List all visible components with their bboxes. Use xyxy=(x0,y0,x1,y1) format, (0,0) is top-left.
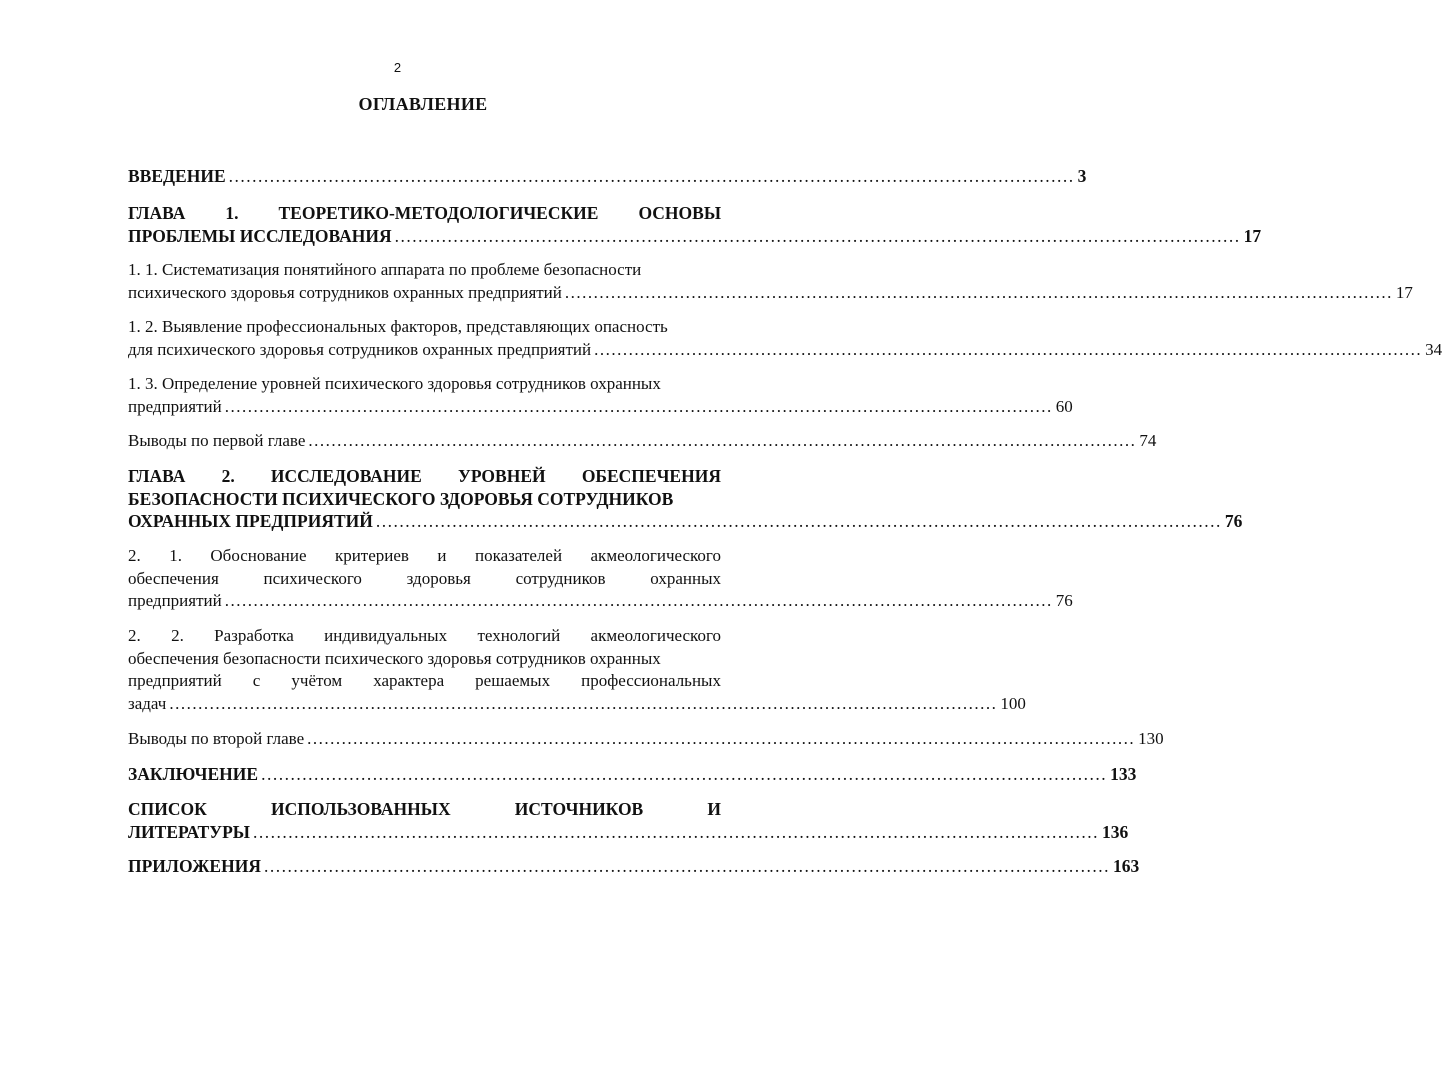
toc-word: критериев xyxy=(334,546,409,565)
toc-word: психического xyxy=(263,568,362,588)
toc-entry-line: 1. 1. Систематизация понятийного аппарата по проблеме безопасности xyxy=(128,260,642,279)
toc-page-number: 3 xyxy=(1077,166,1087,186)
toc-entry-title: ПРОБЛЕМЫ ИССЛЕДОВАНИЯ xyxy=(128,225,392,246)
toc-word: показателей xyxy=(474,546,563,565)
page-number: 2 xyxy=(393,60,402,75)
toc-entry-section-1-3[interactable] xyxy=(128,373,1073,418)
toc-word: ОСНОВЫ xyxy=(638,203,721,223)
toc-page-number: 60 xyxy=(1055,396,1073,416)
toc-entry-section-2-2[interactable] xyxy=(128,625,1026,715)
leader-dots: ................................................................................................................................................ xyxy=(224,396,1053,416)
leader-dots: ................................................................................................................................................ xyxy=(307,729,1136,748)
toc-word: 2. xyxy=(128,546,141,565)
toc-page-number: 130 xyxy=(1138,729,1164,748)
toc-entry-line: БЕЗОПАСНОСТИ ПСИХИЧЕСКОГО ЗДОРОВЬЯ СОТРУДНИКОВ xyxy=(128,488,674,509)
toc-word: УРОВНЕЙ xyxy=(458,466,546,486)
toc-entry-chapter-2[interactable] xyxy=(128,465,1243,533)
toc-entry-title: ВВЕДЕНИЕ xyxy=(128,166,226,186)
toc-entry-title: ЗАКЛЮЧЕНИЕ xyxy=(128,764,259,784)
toc-word: 2. xyxy=(128,626,141,645)
toc-page-number: 76 xyxy=(1224,511,1243,531)
toc-entry-title: Выводы по первой главе xyxy=(128,431,306,450)
toc-word: технологий xyxy=(477,626,561,645)
toc-word: Разработка xyxy=(214,626,294,645)
toc-word: 1. xyxy=(225,203,239,223)
leader-dots: ................................................................................................................................................ xyxy=(375,511,1222,531)
toc-entry-section-2-1[interactable] xyxy=(128,545,1073,613)
toc-word: обеспечения xyxy=(128,568,219,588)
toc-word: и xyxy=(437,546,447,565)
toc-entry-references[interactable] xyxy=(128,798,1129,843)
toc-word: с xyxy=(252,671,261,690)
toc-word: Обоснование xyxy=(210,546,307,565)
toc-entry-title: задач xyxy=(128,693,167,713)
leader-dots: ................................................................................................................................................ xyxy=(224,591,1053,610)
toc-page-number: 163 xyxy=(1112,856,1140,876)
toc-entry-chapter-1[interactable] xyxy=(128,202,1262,247)
leader-dots: ................................................................................................................................................ xyxy=(308,431,1137,450)
toc-page-number: 133 xyxy=(1110,764,1137,784)
toc-entry-line: 1. 2. Выявление профессиональных факторов, представляющих опасность xyxy=(128,317,668,336)
toc-entry-title: ЛИТЕРАТУРЫ xyxy=(128,821,250,842)
toc-word: ГЛАВА xyxy=(128,203,186,223)
toc-word: ИСТОЧНИКОВ xyxy=(514,799,644,819)
toc-entry-title: для психического здоровья сотрудников охранных предприятий xyxy=(128,339,592,359)
toc-word: акмеологического xyxy=(590,546,721,565)
toc-word: решаемых xyxy=(475,671,551,690)
toc-word: индивидуальных xyxy=(324,626,448,645)
toc-word: ТЕОРЕТИКО-МЕТОДОЛОГИЧЕСКИЕ xyxy=(278,203,599,223)
toc-word: акмеологического xyxy=(590,626,721,645)
toc-word: характера xyxy=(373,671,445,690)
leader-dots: ................................................................................................................................................ xyxy=(594,339,1423,359)
toc-page-number: 76 xyxy=(1055,591,1073,610)
leader-dots: ................................................................................................................................................ xyxy=(169,693,998,713)
toc-entry-title: ОХРАННЫХ ПРЕДПРИЯТИЙ xyxy=(128,511,373,531)
leader-dots: ................................................................................................................................................ xyxy=(564,282,1393,302)
toc-entry-line: 1. 3. Определение уровней психического здоровья сотрудников охранных xyxy=(128,374,661,393)
toc-entry-introduction[interactable] xyxy=(128,165,1087,188)
toc-entry-title: Выводы по второй главе xyxy=(128,729,305,748)
toc-word: И xyxy=(707,799,721,819)
page-title: ОГЛАВЛЕНИЕ xyxy=(358,94,488,114)
toc-page-number: 100 xyxy=(1000,693,1026,713)
toc-entry-section-1-1[interactable] xyxy=(128,259,1413,304)
toc-entry-line: обеспечения безопасности психического здоровья сотрудников охранных xyxy=(128,648,661,668)
toc-entry-title: ПРИЛОЖЕНИЯ xyxy=(128,856,261,876)
toc-word: предприятий xyxy=(128,671,222,690)
toc-word: ИССЛЕДОВАНИЕ xyxy=(270,466,422,486)
toc-page-number: 34 xyxy=(1425,339,1442,359)
toc-word: профессиональных xyxy=(581,671,721,690)
toc-word: здоровья xyxy=(406,568,471,588)
toc-page-number: 74 xyxy=(1139,431,1157,450)
toc-word: учётом xyxy=(291,671,343,690)
leader-dots: ................................................................................................................................................ xyxy=(228,166,1075,186)
toc-entry-chapter-2-conclusions[interactable] xyxy=(128,728,1164,751)
toc-word: 2. xyxy=(221,466,235,486)
toc-page-number: 17 xyxy=(1395,282,1413,302)
leader-dots: ................................................................................................................................................ xyxy=(261,764,1108,784)
toc-page-number: 136 xyxy=(1101,821,1129,842)
toc-word: СПИСОК xyxy=(128,799,207,819)
leader-dots: ................................................................................................................................................ xyxy=(252,821,1099,842)
toc-entry-appendices[interactable] xyxy=(128,855,1140,878)
leader-dots: ................................................................................................................................................ xyxy=(263,856,1110,876)
toc-word: ИСПОЛЬЗОВАННЫХ xyxy=(270,799,451,819)
toc-word: ОБЕСПЕЧЕНИЯ xyxy=(581,466,721,486)
toc-entry-title: предприятий xyxy=(128,591,222,610)
toc-entry-title: психического здоровья сотрудников охранных предприятий xyxy=(128,282,562,302)
toc-entry-title: предприятий xyxy=(128,396,222,416)
toc-word: ГЛАВА xyxy=(128,466,186,486)
leader-dots: ................................................................................................................................................ xyxy=(394,225,1241,246)
toc-word: 1. xyxy=(169,546,182,565)
toc-word: охранных xyxy=(650,568,721,588)
toc-word: сотрудников xyxy=(515,568,606,588)
toc-word: 2. xyxy=(171,626,184,645)
toc-entry-chapter-1-conclusions[interactable] xyxy=(128,430,1157,453)
toc-entry-conclusion[interactable] xyxy=(128,763,1137,786)
toc-page-number: 17 xyxy=(1243,225,1262,246)
toc-entry-section-1-2[interactable] xyxy=(128,316,1442,361)
